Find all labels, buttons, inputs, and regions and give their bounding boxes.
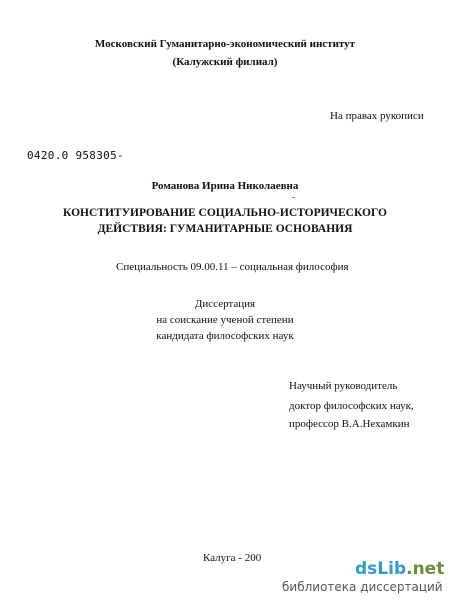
- specialty: Специальность 09.00.11 – социальная философия: [116, 261, 349, 273]
- thesis-title-line-2: ДЕЙСТВИЯ: ГУМАНИТАРНЫЕ ОСНОВАНИЯ: [97, 223, 353, 235]
- library-stamp-number: 0420.0 958305-: [27, 149, 124, 162]
- manuscript-rights: На правах рукописи: [330, 110, 424, 122]
- supervisor-degree: доктор философских наук,: [289, 400, 414, 412]
- institute-name: Московский Гуманитарно-экономический институт: [94, 38, 356, 50]
- dslib-subtitle: библиотека диссертаций: [282, 580, 443, 594]
- dslib-logo-main: dsLib: [355, 559, 407, 579]
- supervisor-label: Научный руководитель: [289, 380, 398, 392]
- dissertation-label: Диссертация: [194, 298, 256, 310]
- scan-mark: [292, 197, 295, 198]
- degree-name: кандидата философских наук: [156, 330, 294, 342]
- thesis-title-line-1: КОНСТИТУИРОВАНИЕ СОЦИАЛЬНО-ИСТОРИЧЕСКОГО: [63, 207, 387, 219]
- city-year: Калуга - 200: [203, 552, 262, 564]
- supervisor-name: профессор В.А.Нехамкин: [289, 418, 410, 430]
- degree-purpose: на соискание ученой степени: [156, 314, 294, 326]
- author-name: Романова Ирина Николаевна: [151, 180, 299, 192]
- dslib-logo-tld: .net: [406, 559, 445, 579]
- dslib-logo[interactable]: [355, 559, 444, 579]
- branch-name: (Калужский филиал): [172, 56, 278, 68]
